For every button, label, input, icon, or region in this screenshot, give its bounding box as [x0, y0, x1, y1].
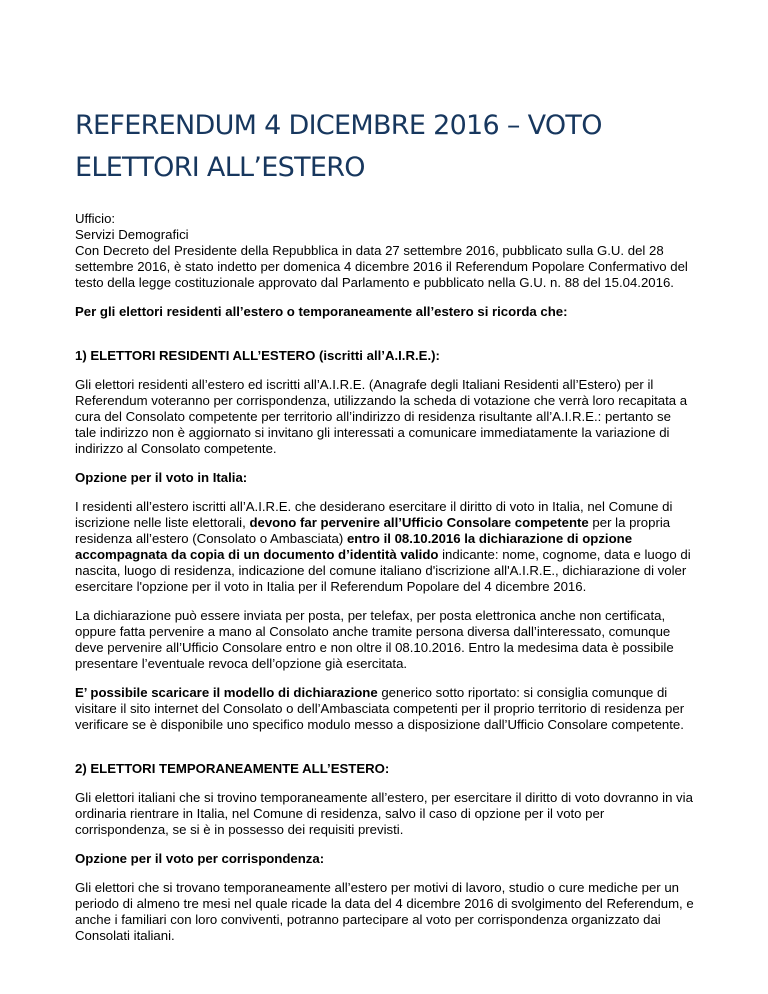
- office-label: Ufficio:: [75, 211, 116, 226]
- bold-text-run: entro il 08.10.2016 la dichiarazione di opzione accompagnata da copia di un documento d’identità valido: [75, 531, 633, 562]
- office-value: Servizi Demografici: [75, 227, 189, 242]
- text-run: generico sotto riportato: si consiglia comunque di visitare il sito internet del Consolato o dell’Ambasciata competenti per il proprio territorio di residenza per verificare se è disponibile uno specifico modulo messo a disposizione dall’Ufficio Consolare competente.: [75, 685, 685, 732]
- section2-paragraph: Gli elettori italiani che si trovino temporaneamente all’estero, per esercitare il diritto di voto dovranno in via ordinaria rientrare in Italia, nel Comune di residenza, salvo il caso di opzione per il voto per corrispondenza, se si è in possesso dei requisiti previsti.: [75, 790, 693, 837]
- intro-paragraph: Con Decreto del Presidente della Repubblica in data 27 settembre 2016, pubblicato sulla G.U. del 28 settembre 2016, è stato indetto per domenica 4 dicembre 2016 il Referendum Popolare Confermativo del testo della legge costituzionale approvato dal Parlamento e pubblicato nella G.U. n. 88 del 15.04.2016.: [75, 243, 688, 290]
- reminder-heading: Per gli elettori residenti all’estero o temporaneamente all’estero si ricorda che:: [75, 304, 568, 319]
- text-run: indicante: nome, cognome, data e luogo di nascita, luogo di residenza, indicazione del comune italiano d'iscrizione all'A.I.R.E., dichiarazione di voler esercitare l'opzione per il voto in Italia per il Referendum Popolare del 4 dicembre 2016.: [75, 547, 691, 594]
- text-run: I residenti all’estero iscritti all’A.I.R.E. che desiderano esercitare il diritto di voto in Italia, nel Comune di iscrizione nelle liste elettorali,: [75, 499, 673, 530]
- section1-option-paragraph-1: [75, 499, 695, 595]
- section2-heading: 2) ELETTORI TEMPORANEAMENTE ALL’ESTERO:: [75, 761, 390, 776]
- document-page: [75, 105, 695, 957]
- section2-option-heading: Opzione per il voto per corrispondenza:: [75, 851, 325, 866]
- office-info: [75, 211, 695, 291]
- text-run: per la propria residenza all’estero (Consolato o Ambasciata): [75, 515, 671, 546]
- page-title: REFERENDUM 4 DICEMBRE 2016 – VOTO ELETTORI ALL’ESTERO: [75, 110, 602, 183]
- section1-option-paragraph-3: [75, 685, 695, 733]
- section1-option-heading: Opzione per il voto in Italia:: [75, 470, 248, 485]
- bold-text-run: devono far pervenire all’Ufficio Consolare competente: [249, 515, 589, 530]
- section2-option-paragraph-1: Gli elettori che si trovano temporaneamente all’estero per motivi di lavoro, studio o cure mediche per un periodo di almeno tre mesi nel quale ricade la data del 4 dicembre 2016 di svolgimento del Referendum, e anche i familiari con loro conviventi, potranno partecipare al voto per corrispondenza organizzato dai Consolati italiani.: [75, 880, 694, 943]
- section1-option-paragraph-2: La dichiarazione può essere inviata per posta, per telefax, per posta elettronica anche non certificata, oppure fatta pervenire a mano al Consolato anche tramite persona diversa dall’interessato, comunque deve pervenire all’Ufficio Consolare entro e non oltre il 08.10.2016. Entro la medesima data è possibile presentare l’eventuale revoca dell’opzione già esercitata.: [75, 608, 674, 671]
- bold-text-run: E’ possibile scaricare il modello di dichiarazione: [75, 685, 378, 700]
- section1-heading: 1) ELETTORI RESIDENTI ALL’ESTERO (iscritti all’A.I.R.E.):: [75, 348, 440, 363]
- section1-paragraph: Gli elettori residenti all’estero ed iscritti all’A.I.R.E. (Anagrafe degli Italiani Residenti all’Estero) per il Referendum voteranno per corrispondenza, utilizzando la scheda di votazione che verrà loro recapitata a cura del Consolato competente per territorio all’indirizzo di residenza risultante all’A.I.R.E.: pertanto se tale indirizzo non è aggiornato si invitano gli interessati a comunicare immediatamente la variazione di indirizzo al Consolato competente.: [75, 377, 688, 456]
